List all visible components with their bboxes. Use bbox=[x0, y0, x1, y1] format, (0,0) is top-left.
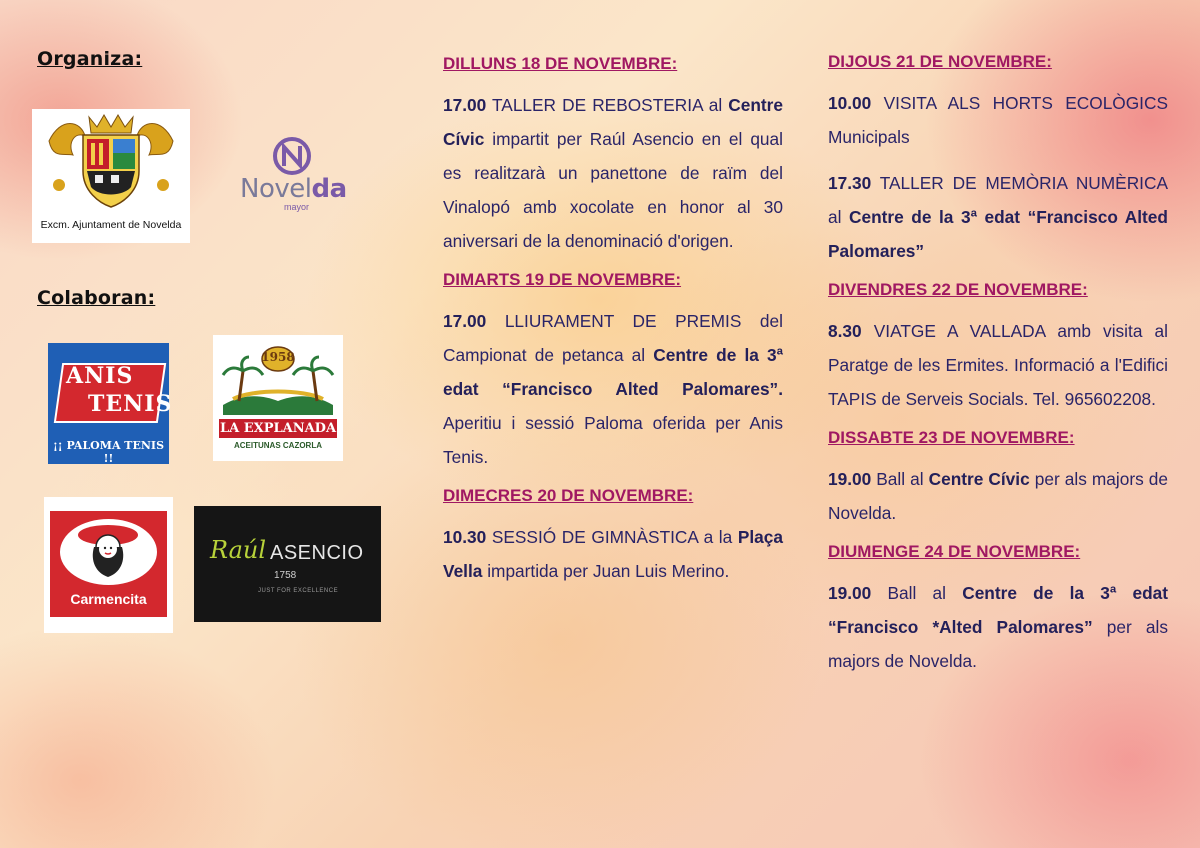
event-text: impartit per Raúl Asencio en el qual es realitzarà un panettone de raïm del Vinalopó amb xocolate en honor al 30 aniversari de la denominació d'origen. bbox=[443, 129, 783, 251]
program-column-middle bbox=[443, 54, 783, 600]
carmencita-woman-icon bbox=[50, 511, 167, 591]
event-text: per als majors de Novelda. bbox=[828, 617, 1169, 671]
event-text: VIATGE A VALLADA amb visita al Paratge de les Ermites. Informació a l'Edifici TAPIS de Serveis Socials. Tel. 965602208. bbox=[828, 321, 1168, 409]
raul-name-b: ASENCIO bbox=[270, 542, 364, 564]
organiza-heading: Organiza: bbox=[37, 48, 143, 70]
explanada-sub: ACEITUNAS CAZORLA bbox=[234, 441, 322, 450]
event-venue: Centre Cívic bbox=[443, 95, 783, 149]
day-heading-friday: DIVENDRES 22 DE NOVEMBRE: bbox=[828, 280, 1088, 299]
novelda-n-icon bbox=[236, 136, 348, 176]
day-heading-wednesday: DIMECRES 20 DE NOVEMBRE: bbox=[443, 486, 694, 505]
event-text: impartida per Juan Luis Merino. bbox=[482, 561, 730, 581]
event-time: 8.30 bbox=[828, 321, 862, 341]
event-text: SESSIÓ DE GIMNÀSTICA a la bbox=[486, 527, 738, 547]
day-heading-monday: DILLUNS 18 DE NOVEMBRE: bbox=[443, 54, 678, 73]
event-text: Ball al bbox=[871, 583, 963, 603]
event-venue: Centre Cívic bbox=[928, 469, 1030, 489]
event-text: LLIURAMENT DE PREMIS del Campionat de petanca al bbox=[443, 311, 783, 365]
event-tuesday bbox=[443, 304, 783, 474]
event-venue: Plaça Vella bbox=[443, 527, 783, 581]
event-time: 17.30 bbox=[828, 173, 872, 193]
event-friday bbox=[828, 314, 1168, 416]
event-text: TALLER DE REBOSTERIA al bbox=[486, 95, 729, 115]
coat-of-arms-icon bbox=[32, 109, 190, 219]
event-venue: Centre de la 3ª edat “Francisco Alted Palomares” bbox=[828, 207, 1168, 261]
tenis-word: TENIS bbox=[88, 391, 173, 417]
event-time: 10.00 bbox=[828, 93, 872, 113]
event-text: TALLER DE MEMÒRIA NUMÈRICA al bbox=[828, 173, 1168, 227]
event-monday bbox=[443, 88, 783, 258]
event-time: 10.30 bbox=[443, 527, 487, 547]
day-heading-saturday: DISSABTE 23 DE NOVEMBRE: bbox=[828, 428, 1075, 447]
day-heading-thursday: DIJOUS 21 DE NOVEMBRE: bbox=[828, 52, 1052, 71]
novelda-sub-text: mayor bbox=[284, 202, 310, 212]
event-time: 17.00 bbox=[443, 95, 487, 115]
event-text: Ball al bbox=[871, 469, 929, 489]
novelda-mayor-logo bbox=[236, 136, 348, 216]
event-saturday bbox=[828, 462, 1168, 530]
explanada-name: LA EXPLANADA bbox=[219, 421, 337, 436]
carmencita-name: Carmencita bbox=[70, 591, 147, 607]
program-column-right bbox=[828, 52, 1168, 690]
anis-tenis-logo bbox=[48, 343, 173, 465]
novelda-brand-text: Novel bbox=[240, 174, 312, 204]
ajuntament-caption: Excm. Ajuntament de Novelda bbox=[40, 219, 182, 231]
novelda-brand-accent: da bbox=[311, 174, 347, 204]
event-venue: Centre de la 3ª edat “Francisco Alted Palomares”. bbox=[443, 345, 784, 399]
colaboran-heading: Colaboran: bbox=[37, 287, 156, 309]
event-thursday-1 bbox=[828, 86, 1168, 154]
carmencita-logo bbox=[44, 497, 173, 633]
day-heading-sunday: DIUMENGE 24 DE NOVEMBRE: bbox=[828, 542, 1081, 561]
anis-word: ANIS bbox=[66, 363, 134, 389]
explanada-year: 1958 bbox=[261, 350, 295, 364]
event-sunday bbox=[828, 576, 1168, 678]
raul-name-a: Raúl bbox=[210, 536, 267, 564]
event-time: 19.00 bbox=[828, 583, 872, 603]
event-time: 19.00 bbox=[828, 469, 872, 489]
event-thursday-2 bbox=[828, 166, 1168, 268]
palm-trees-icon bbox=[213, 335, 343, 425]
event-time: 17.00 bbox=[443, 311, 487, 331]
la-explanada-logo bbox=[213, 335, 343, 461]
event-text: VISITA ALS HORTS ECOLÒGICS Municipals bbox=[828, 93, 1168, 147]
raul-tagline: JUST FOR EXCELLENCE bbox=[258, 588, 339, 594]
event-wednesday bbox=[443, 520, 783, 588]
event-text: per als majors de Novelda. bbox=[828, 469, 1168, 523]
raul-year: 1758 bbox=[274, 570, 297, 581]
day-heading-tuesday: DIMARTS 19 DE NOVEMBRE: bbox=[443, 270, 682, 289]
event-venue: Centre de la 3ª edat “Francisco *Alted Palomares” bbox=[828, 583, 1168, 637]
anis-footer: ¡¡ PALOMA TENIS !! bbox=[52, 439, 165, 465]
event-text: Aperitiu i sessió Paloma oferida per Anis Tenis. bbox=[443, 413, 783, 467]
raul-asencio-logo bbox=[194, 506, 381, 622]
ajuntament-logo bbox=[32, 109, 190, 243]
